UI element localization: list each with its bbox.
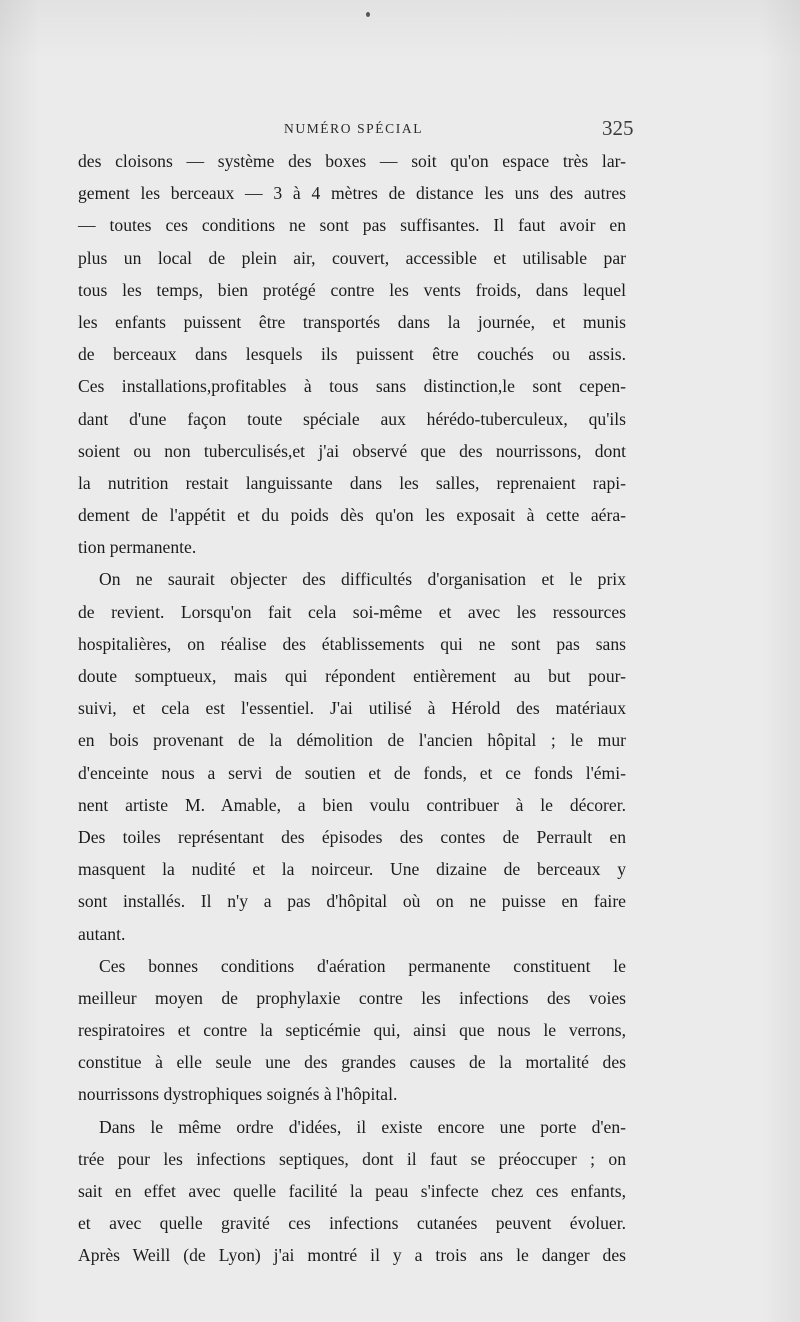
text-line: doute somptueux, mais qui répondent entièrement au but pour- bbox=[78, 666, 626, 686]
text-line: dant d'une façon toute spéciale aux hérédo-tuberculeux, qu'ils bbox=[78, 408, 626, 429]
page-number: 325 bbox=[602, 116, 634, 140]
text-line: les enfants puissent être transportés dans la journée, et munis bbox=[78, 311, 626, 332]
paragraph bbox=[78, 1111, 626, 1272]
text-line: Des toiles représentant des épisodes des contes de Perrault en bbox=[78, 826, 626, 847]
text-line: sont installés. Il n'y a pas d'hôpital où on ne puisse en faire bbox=[78, 891, 626, 912]
text-line: Ces bonnes conditions d'aération permanente constituent le bbox=[99, 955, 626, 976]
text-line: des cloisons — système des boxes — soit qu'on espace très lar- bbox=[78, 151, 626, 171]
text-line: respiratoires et contre la septicémie qui, ainsi que nous le verrons, bbox=[78, 1020, 626, 1041]
text-line: suivi, et cela est l'essentiel. J'ai utilisé à Hérold des matériaux bbox=[78, 698, 626, 719]
text-line: de revient. Lorsqu'on fait cela soi-même et avec les ressources bbox=[78, 601, 626, 622]
text-line: hospitalières, on réalise des établissements qui ne sont pas sans bbox=[78, 633, 626, 654]
paragraph bbox=[78, 950, 626, 1111]
running-head bbox=[0, 116, 800, 140]
text-line: meilleur moyen de prophylaxie contre les infections des voies bbox=[78, 987, 626, 1008]
text-line: de berceaux dans lesquels ils puissent être couchés ou assis. bbox=[78, 344, 626, 365]
text-line: masquent la nudité et la noirceur. Une dizaine de berceaux y bbox=[78, 859, 626, 880]
text-line: Dans le même ordre d'idées, il existe encore une porte d'en- bbox=[99, 1116, 626, 1137]
text-line: nourrissons dystrophiques soignés à l'hôpital. bbox=[78, 1084, 398, 1105]
text-line: dement de l'appétit et du poids dès qu'on les exposait à cette aéra- bbox=[78, 505, 626, 526]
text-line: tion permanente. bbox=[78, 537, 197, 558]
text-line: On ne saurait objecter des difficultés d'organisation et le prix bbox=[99, 569, 626, 590]
text-line: tous les temps, bien protégé contre les vents froids, dans lequel bbox=[78, 279, 626, 300]
section-title: NUMÉRO SPÉCIAL bbox=[284, 121, 424, 136]
text-line: plus un local de plein air, couvert, accessible et utilisable par bbox=[78, 247, 626, 268]
paragraph bbox=[78, 145, 626, 563]
text-line: sait en effet avec quelle facilité la peau s'infecte chez ces enfants, bbox=[78, 1181, 626, 1201]
text-line: constitue à elle seule une des grandes causes de la mortalité des bbox=[78, 1052, 626, 1073]
text-line: autant. bbox=[78, 923, 126, 944]
text-line: — toutes ces conditions ne sont pas suffisantes. Il faut avoir en bbox=[78, 215, 626, 236]
paragraph bbox=[78, 563, 626, 949]
text-line: Ces installations,profitables à tous sans distinction,le sont cepen- bbox=[78, 376, 626, 397]
text-line: nent artiste M. Amable, a bien voulu contribuer à le décorer. bbox=[78, 794, 626, 815]
text-line: gement les berceaux — 3 à 4 mètres de distance les uns des autres bbox=[78, 183, 626, 204]
text-line: la nutrition restait languissante dans les salles, reprenaient rapi- bbox=[78, 472, 626, 493]
text-line: en bois provenant de la démolition de l'ancien hôpital ; le mur bbox=[78, 730, 626, 751]
text-line: soient ou non tuberculisés,et j'ai observé que des nourrissons, dont bbox=[78, 440, 626, 461]
text-line: trée pour les infections septiques, dont il faut se préoccuper ; on bbox=[78, 1148, 626, 1169]
text-line: d'enceinte nous a servi de soutien et de fonds, et ce fonds l'émi- bbox=[78, 762, 626, 783]
text-line: Après Weill (de Lyon) j'ai montré il y a trois ans le danger des bbox=[78, 1245, 626, 1266]
print-speck bbox=[366, 12, 370, 17]
body-text bbox=[78, 145, 626, 1272]
text-line: et avec quelle gravité ces infections cutanées peuvent évoluer. bbox=[78, 1213, 626, 1234]
